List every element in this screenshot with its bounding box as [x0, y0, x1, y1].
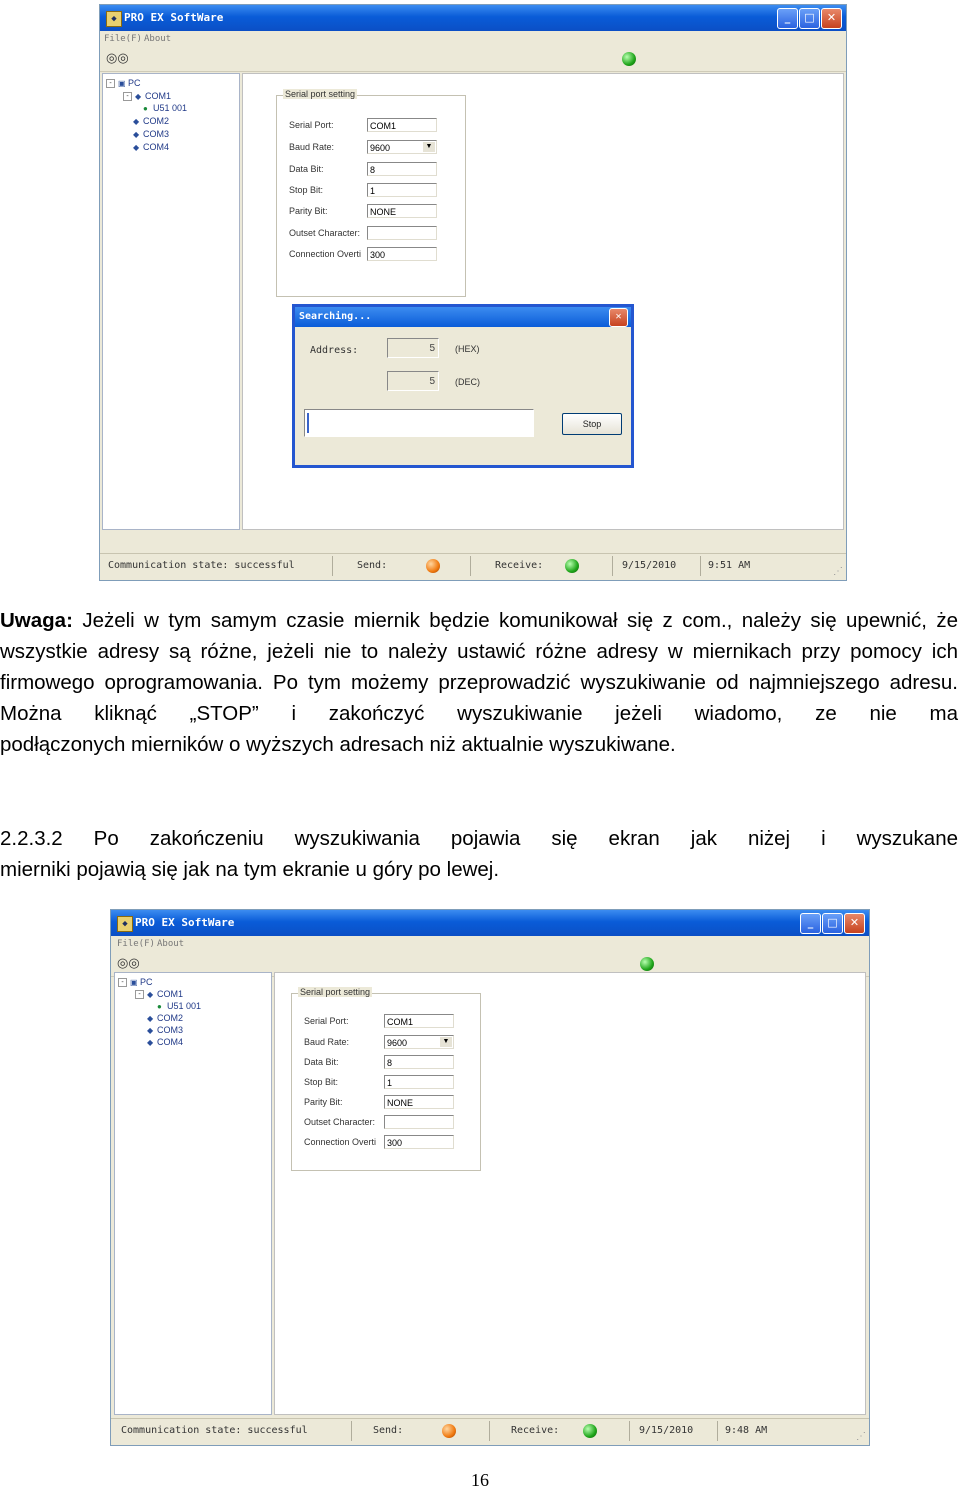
- resize-grip-icon[interactable]: ⋰: [856, 1431, 866, 1442]
- data-bit-field[interactable]: 8: [384, 1055, 454, 1069]
- menu-bar: [100, 31, 846, 47]
- app-icon: ◆: [106, 11, 122, 27]
- outset-character-label: Outset Character:: [289, 228, 361, 238]
- port-icon: ◆: [133, 143, 140, 152]
- app-window-result: [110, 909, 870, 1446]
- connection-led-icon: [622, 52, 636, 66]
- tree-item-com1[interactable]: - ◆ COM1: [123, 90, 171, 102]
- receive-label: Receive:: [495, 560, 544, 571]
- note-text: Jeżeli w tym samym czasie miernik będzie komunikował się z com., należy się upewnić, że wszystkie adresy są różne, jeżeli nie to należy ustawić różne adresy w miernikach przy pomocy ich firmowego oprogramowania. Po tym możemy przeprowadzić wyszukiwanie od najmniejszego adresu. Można kliknąć „STOP” i zakończyć wyszukiwanie jeżeli wiadomo, ze nie ma: [0, 609, 958, 725]
- window-title: PRO EX SoftWare: [124, 11, 224, 24]
- outset-character-field[interactable]: [367, 226, 437, 240]
- stop-bit-label: Stop Bit:: [304, 1077, 339, 1087]
- tree-item-device[interactable]: ● U51 001: [143, 103, 188, 113]
- device-tree: [114, 972, 272, 1415]
- connection-led-icon: [640, 957, 654, 971]
- page-number: 16: [471, 1470, 489, 1490]
- note-paragraph: [0, 605, 958, 760]
- send-label: Send:: [373, 1425, 404, 1436]
- binoculars-icon[interactable]: ◎◎: [106, 50, 129, 65]
- receive-label: Receive:: [511, 1425, 560, 1436]
- dec-unit-label: (DEC): [455, 377, 480, 387]
- port-icon: ◆: [133, 130, 140, 139]
- serial-port-group: [291, 987, 481, 1171]
- tree-item-pc[interactable]: - ▣ PC: [106, 77, 141, 89]
- send-led-icon: [426, 559, 440, 573]
- serial-port-label: Serial Port:: [289, 120, 334, 130]
- parity-bit-field[interactable]: NONE: [367, 204, 437, 218]
- outset-character-field[interactable]: [384, 1115, 454, 1129]
- menu-bar: [111, 936, 869, 952]
- port-icon: ◆: [135, 92, 142, 101]
- data-bit-label: Data Bit:: [304, 1057, 339, 1067]
- tree-item-pc[interactable]: - ▣ PC: [118, 976, 153, 988]
- menu-about[interactable]: About: [144, 34, 172, 44]
- group-title: Serial port setting: [300, 987, 371, 997]
- serial-port-label: Serial Port:: [304, 1016, 349, 1026]
- connection-overtime-label: Connection Overti: [289, 249, 362, 259]
- tree-item-com1[interactable]: - ◆ COM1: [135, 988, 183, 1000]
- computer-icon: ▣: [118, 79, 126, 88]
- communication-state: Communication state: successful: [121, 1425, 308, 1436]
- dialog-title-bar: [295, 307, 631, 327]
- binoculars-icon[interactable]: ◎◎: [117, 955, 140, 970]
- computer-icon: ▣: [130, 978, 138, 987]
- tree-item-com2[interactable]: ◆ COM2: [133, 116, 170, 126]
- title-bar: [111, 910, 869, 936]
- receive-led-icon: [565, 559, 579, 573]
- app-window-searching: [99, 4, 847, 581]
- close-button[interactable]: ✕: [844, 913, 865, 934]
- dialog-close-button[interactable]: ✕: [609, 308, 628, 327]
- connection-overtime-field[interactable]: 300: [384, 1135, 454, 1149]
- app-icon: ◆: [117, 916, 133, 932]
- toolbar: [100, 47, 846, 72]
- stop-button[interactable]: Stop: [562, 413, 622, 435]
- status-time: 9:48 AM: [725, 1425, 768, 1436]
- address-dec-field[interactable]: 5: [387, 371, 439, 391]
- connection-overtime-field[interactable]: 300: [367, 247, 437, 261]
- meter-icon: ●: [143, 104, 148, 113]
- window-title: PRO EX SoftWare: [135, 916, 235, 929]
- status-date: 9/15/2010: [639, 1425, 694, 1436]
- group-title: Serial port setting: [285, 89, 356, 99]
- connection-overtime-label: Connection Overti: [304, 1137, 377, 1147]
- title-bar: [100, 5, 846, 31]
- baud-rate-select[interactable]: 9600 ▼: [367, 140, 437, 154]
- data-bit-label: Data Bit:: [289, 164, 324, 174]
- note-label: Uwaga:: [0, 609, 73, 632]
- baud-rate-select[interactable]: 9600 ▼: [384, 1035, 454, 1049]
- chevron-down-icon: ▼: [440, 1037, 452, 1047]
- searching-dialog: [292, 304, 634, 468]
- menu-about[interactable]: About: [157, 939, 185, 949]
- parity-bit-field[interactable]: NONE: [384, 1095, 454, 1109]
- parity-bit-label: Parity Bit:: [289, 206, 328, 216]
- resize-grip-icon[interactable]: ⋰: [833, 566, 843, 577]
- parity-bit-label: Parity Bit:: [304, 1097, 343, 1107]
- serial-port-field[interactable]: COM1: [384, 1014, 454, 1028]
- tree-item-com3[interactable]: ◆ COM3: [147, 1025, 184, 1035]
- maximize-button[interactable]: □: [822, 913, 843, 934]
- device-tree: [102, 73, 240, 530]
- note-text-last: podłączonych mierników o wyższych adresach niż aktualnie wyszukiwane.: [0, 733, 676, 756]
- serial-port-group: [276, 89, 466, 297]
- hex-unit-label: (HEX): [455, 344, 480, 354]
- send-led-icon: [442, 1424, 456, 1438]
- search-progress-bar: [304, 409, 534, 437]
- tree-item-com4[interactable]: ◆ COM4: [133, 142, 170, 152]
- close-button[interactable]: ✕: [821, 8, 842, 29]
- stop-bit-label: Stop Bit:: [289, 185, 324, 195]
- port-icon: ◆: [147, 990, 154, 999]
- send-label: Send:: [357, 560, 388, 571]
- maximize-button[interactable]: □: [799, 8, 820, 29]
- port-icon: ◆: [147, 1026, 154, 1035]
- status-bar: [100, 553, 846, 580]
- section-text: 2.2.3.2 Po zakończeniu wyszukiwania pojawia się ekran jak niżej i wyszukane: [0, 827, 958, 850]
- dialog-title: Searching...: [299, 311, 372, 322]
- menu-file[interactable]: File(F): [104, 34, 142, 44]
- menu-file[interactable]: File(F): [117, 939, 155, 949]
- tree-item-device[interactable]: ● U51 001: [157, 1001, 202, 1011]
- status-time: 9:51 AM: [708, 560, 751, 571]
- status-date: 9/15/2010: [622, 560, 677, 571]
- baud-rate-label: Baud Rate:: [304, 1037, 350, 1047]
- tree-item-com2[interactable]: ◆ COM2: [147, 1013, 184, 1023]
- outset-character-label: Outset Character:: [304, 1117, 376, 1127]
- receive-led-icon: [583, 1424, 597, 1438]
- port-icon: ◆: [147, 1014, 154, 1023]
- tree-item-com3[interactable]: ◆ COM3: [133, 129, 170, 139]
- serial-port-field[interactable]: COM1: [367, 118, 437, 132]
- communication-state: Communication state: successful: [108, 560, 295, 571]
- port-icon: ◆: [147, 1038, 154, 1047]
- stop-bit-field[interactable]: 1: [367, 183, 437, 197]
- section-text-last: mierniki pojawią się jak na tym ekranie u góry po lewej.: [0, 858, 500, 881]
- stop-bit-field[interactable]: 1: [384, 1075, 454, 1089]
- address-label: Address:: [310, 345, 359, 356]
- baud-rate-label: Baud Rate:: [289, 142, 335, 152]
- chevron-down-icon: ▼: [423, 142, 435, 152]
- status-bar: [111, 1418, 869, 1445]
- section-paragraph: [0, 823, 958, 885]
- data-bit-field[interactable]: 8: [367, 162, 437, 176]
- port-icon: ◆: [133, 117, 140, 126]
- minimize-button[interactable]: _: [800, 913, 821, 934]
- address-hex-field[interactable]: 5: [387, 338, 439, 358]
- tree-item-com4[interactable]: ◆ COM4: [147, 1037, 184, 1047]
- meter-icon: ●: [157, 1002, 162, 1011]
- minimize-button[interactable]: _: [777, 8, 798, 29]
